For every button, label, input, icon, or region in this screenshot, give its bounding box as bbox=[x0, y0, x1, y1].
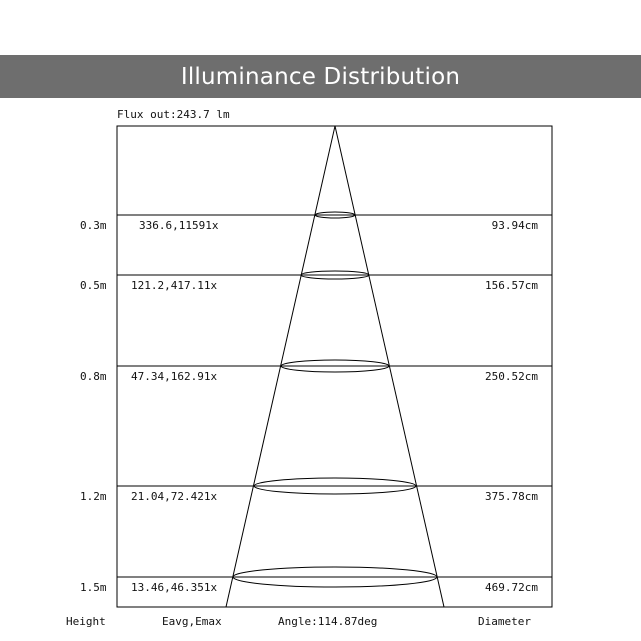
diameter-value: 250.52cm bbox=[485, 370, 538, 383]
footer-diameter-label: Diameter bbox=[478, 615, 531, 628]
footer-eavg-label: Eavg,Emax bbox=[162, 615, 222, 628]
page-title: Illuminance Distribution bbox=[180, 63, 461, 90]
illuminance-values: 13.46,46.351x bbox=[131, 581, 218, 594]
diameter-value: 93.94cm bbox=[491, 219, 538, 232]
height-label: 0.5m bbox=[80, 279, 107, 292]
illuminance-values: 336.6,11591x bbox=[139, 219, 219, 232]
height-label: 1.5m bbox=[80, 581, 107, 594]
diameter-value: 375.78cm bbox=[485, 490, 538, 503]
diameter-value: 156.57cm bbox=[485, 279, 538, 292]
height-label: 0.3m bbox=[80, 219, 107, 232]
footer-angle-label: Angle:114.87deg bbox=[278, 615, 378, 628]
illuminance-values: 21.04,72.421x bbox=[131, 490, 218, 503]
diameter-value: 469.72cm bbox=[485, 581, 538, 594]
height-label: 1.2m bbox=[80, 490, 107, 503]
footer-height-label: Height bbox=[66, 615, 106, 628]
height-label: 0.8m bbox=[80, 370, 107, 383]
flux-out-label: Flux out:243.7 lm bbox=[117, 108, 230, 121]
illuminance-values: 47.34,162.91x bbox=[131, 370, 218, 383]
illuminance-values: 121.2,417.11x bbox=[131, 279, 218, 292]
